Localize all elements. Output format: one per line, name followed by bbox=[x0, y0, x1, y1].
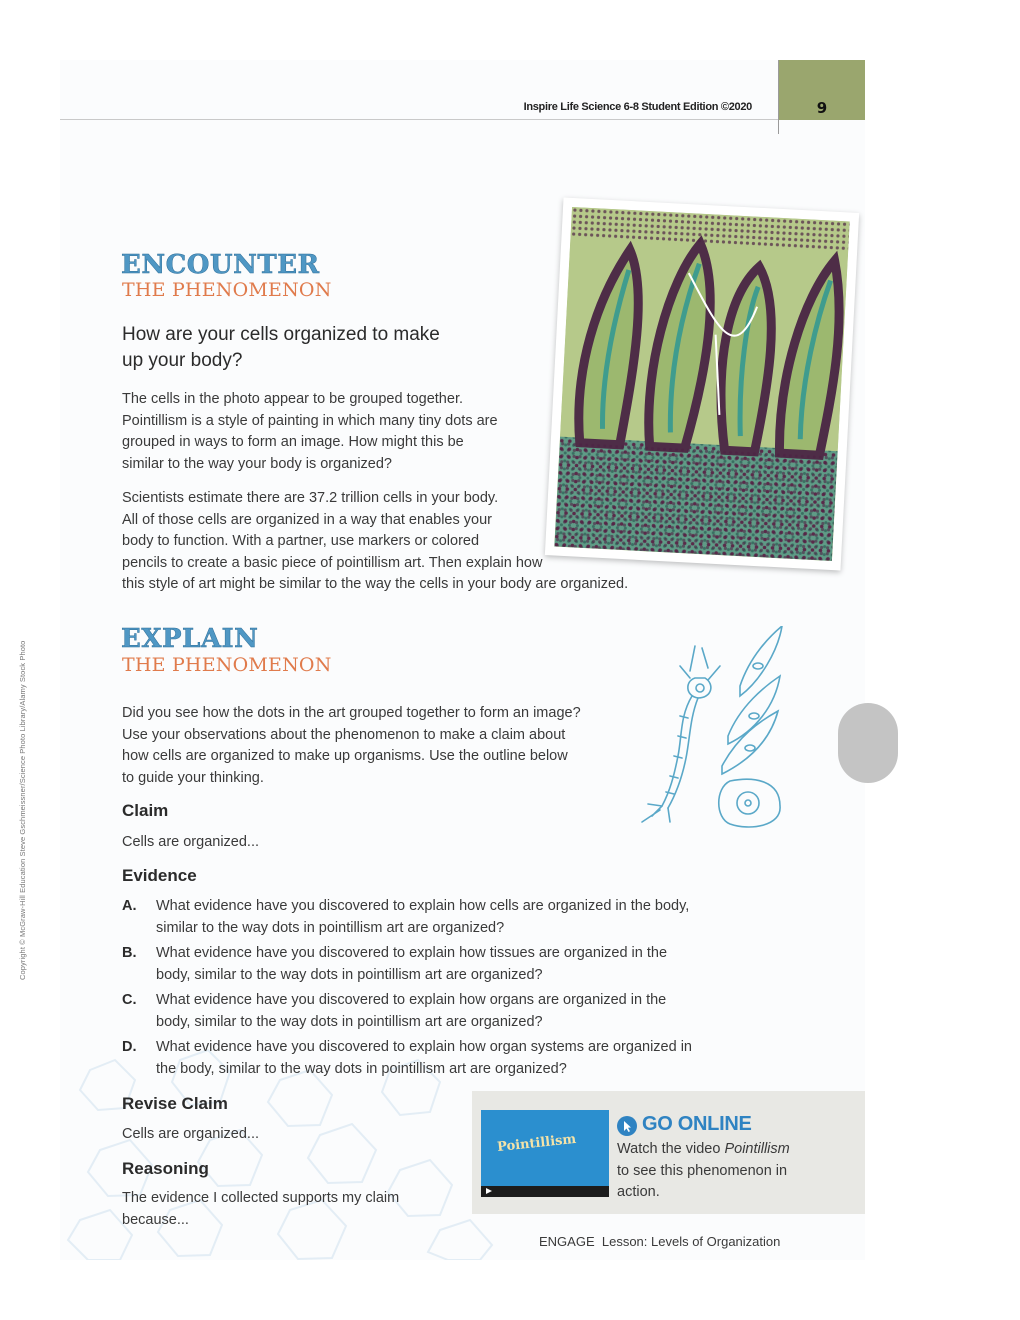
explain-subtitle: THE PHENOMENON bbox=[122, 654, 332, 676]
text-line: The evidence I collected supports my claim bbox=[122, 1190, 400, 1206]
header-rule bbox=[60, 119, 778, 120]
footer-section: ENGAGE bbox=[539, 1234, 595, 1249]
cells-illustration bbox=[630, 626, 790, 831]
claim-text: Cells are organized... bbox=[122, 834, 260, 850]
text-line: body, similar to the way dots in pointillism art are organized? bbox=[156, 966, 543, 983]
book-title: Inspire Life Science 6-8 Student Edition ©2020 bbox=[523, 101, 752, 113]
text-line: Scientists estimate there are 37.2 trillion cells in your body. bbox=[122, 490, 499, 506]
reasoning-heading: Reasoning bbox=[122, 1159, 209, 1178]
evidence-letter: D. bbox=[122, 1039, 137, 1055]
text-line: Did you see how the dots in the art grouped together to form an image? bbox=[122, 705, 581, 721]
text-line: similar to the way dots in pointillism art are organized? bbox=[156, 919, 505, 936]
evidence-item-c bbox=[156, 990, 766, 1033]
evidence-heading: Evidence bbox=[122, 866, 197, 885]
text-line: action. bbox=[617, 1184, 660, 1200]
micrograph-image bbox=[554, 207, 849, 561]
text-line: body, similar to the way dots in pointillism art are organized? bbox=[156, 1013, 543, 1030]
evidence-letter: C. bbox=[122, 992, 137, 1008]
text-line: What evidence have you discovered to explain how organs are organized in the bbox=[156, 992, 667, 1008]
encounter-question bbox=[122, 322, 522, 374]
text-span: Watch the video bbox=[617, 1141, 725, 1157]
go-online-text bbox=[617, 1139, 852, 1204]
go-online-title[interactable]: GO ONLINE bbox=[642, 1113, 752, 1135]
header-divider bbox=[778, 60, 779, 134]
cell-photo bbox=[545, 197, 859, 570]
text-line: this style of art might be similar to the way the cells in your body are organized. bbox=[122, 576, 629, 592]
photo-credit: Copyright © McGraw-Hill Education Steve Gschmeissner/Science Photo Library/Alamy Stock Photo bbox=[18, 640, 27, 980]
text-line: Pointillism is a style of painting in which many tiny dots are bbox=[122, 412, 498, 429]
play-icon[interactable] bbox=[486, 1188, 492, 1194]
text-line: similar to the way your body is organized? bbox=[122, 455, 392, 472]
video-thumbnail[interactable] bbox=[481, 1110, 609, 1197]
text-line: body to function. With a partner, use markers or colored bbox=[122, 533, 480, 549]
text-line: the body, similar to the way dots in pointillism art are organized? bbox=[156, 1060, 567, 1077]
side-navigation-tab[interactable] bbox=[838, 703, 898, 783]
claim-heading: Claim bbox=[122, 801, 169, 820]
text-line: What evidence have you discovered to explain how tissues are organized in the bbox=[156, 945, 668, 961]
reasoning-text bbox=[122, 1188, 462, 1231]
video-title: Pointillism bbox=[496, 1131, 577, 1156]
text-line: to guide your thinking. bbox=[122, 769, 264, 786]
footer-lesson: Lesson: Levels of Organization bbox=[601, 1234, 781, 1249]
evidence-item-a bbox=[156, 896, 766, 939]
video-control-bar[interactable] bbox=[481, 1186, 609, 1197]
text-line: to see this phenomenon in bbox=[617, 1162, 788, 1179]
evidence-letter: B. bbox=[122, 945, 137, 961]
cursor-click-icon bbox=[617, 1116, 637, 1136]
page-footer bbox=[539, 1234, 780, 1249]
text-line bbox=[617, 1139, 852, 1161]
text-line: Use your observations about the phenomenon to make a claim about bbox=[122, 726, 566, 743]
text-line: pencils to create a basic piece of pointillism art. Then explain how bbox=[122, 554, 543, 571]
encounter-title: ENCOUNTER bbox=[121, 250, 320, 280]
revise-claim-text: Cells are organized... bbox=[122, 1126, 260, 1142]
text-line: because... bbox=[122, 1211, 189, 1228]
explain-title: EXPLAIN bbox=[121, 624, 259, 654]
micrograph-drawing bbox=[554, 207, 849, 561]
explain-intro bbox=[122, 703, 642, 789]
text-line: What evidence have you discovered to explain how cells are organized in the body, bbox=[156, 898, 690, 914]
video-name[interactable]: Pointillism bbox=[724, 1141, 790, 1157]
page-number: 9 bbox=[816, 99, 828, 117]
encounter-subtitle: THE PHENOMENON bbox=[122, 279, 332, 301]
question-line: How are your cells organized to make bbox=[122, 324, 440, 345]
question-line: up your body? bbox=[122, 350, 243, 371]
evidence-letter: A. bbox=[122, 898, 137, 914]
text-line: how cells are organized to make up organisms. Use the outline below bbox=[122, 748, 568, 764]
text-line: What evidence have you discovered to explain how organ systems are organized in bbox=[156, 1039, 692, 1055]
evidence-item-b bbox=[156, 943, 766, 986]
text-line: grouped in ways to form an image. How might this be bbox=[122, 434, 464, 450]
text-line: The cells in the photo appear to be grouped together. bbox=[122, 391, 463, 407]
evidence-item-d bbox=[156, 1037, 766, 1080]
encounter-paragraph-1 bbox=[122, 389, 552, 475]
revise-claim-heading: Revise Claim bbox=[122, 1094, 228, 1113]
text-line: All of those cells are organized in a way that enables your bbox=[122, 511, 492, 528]
